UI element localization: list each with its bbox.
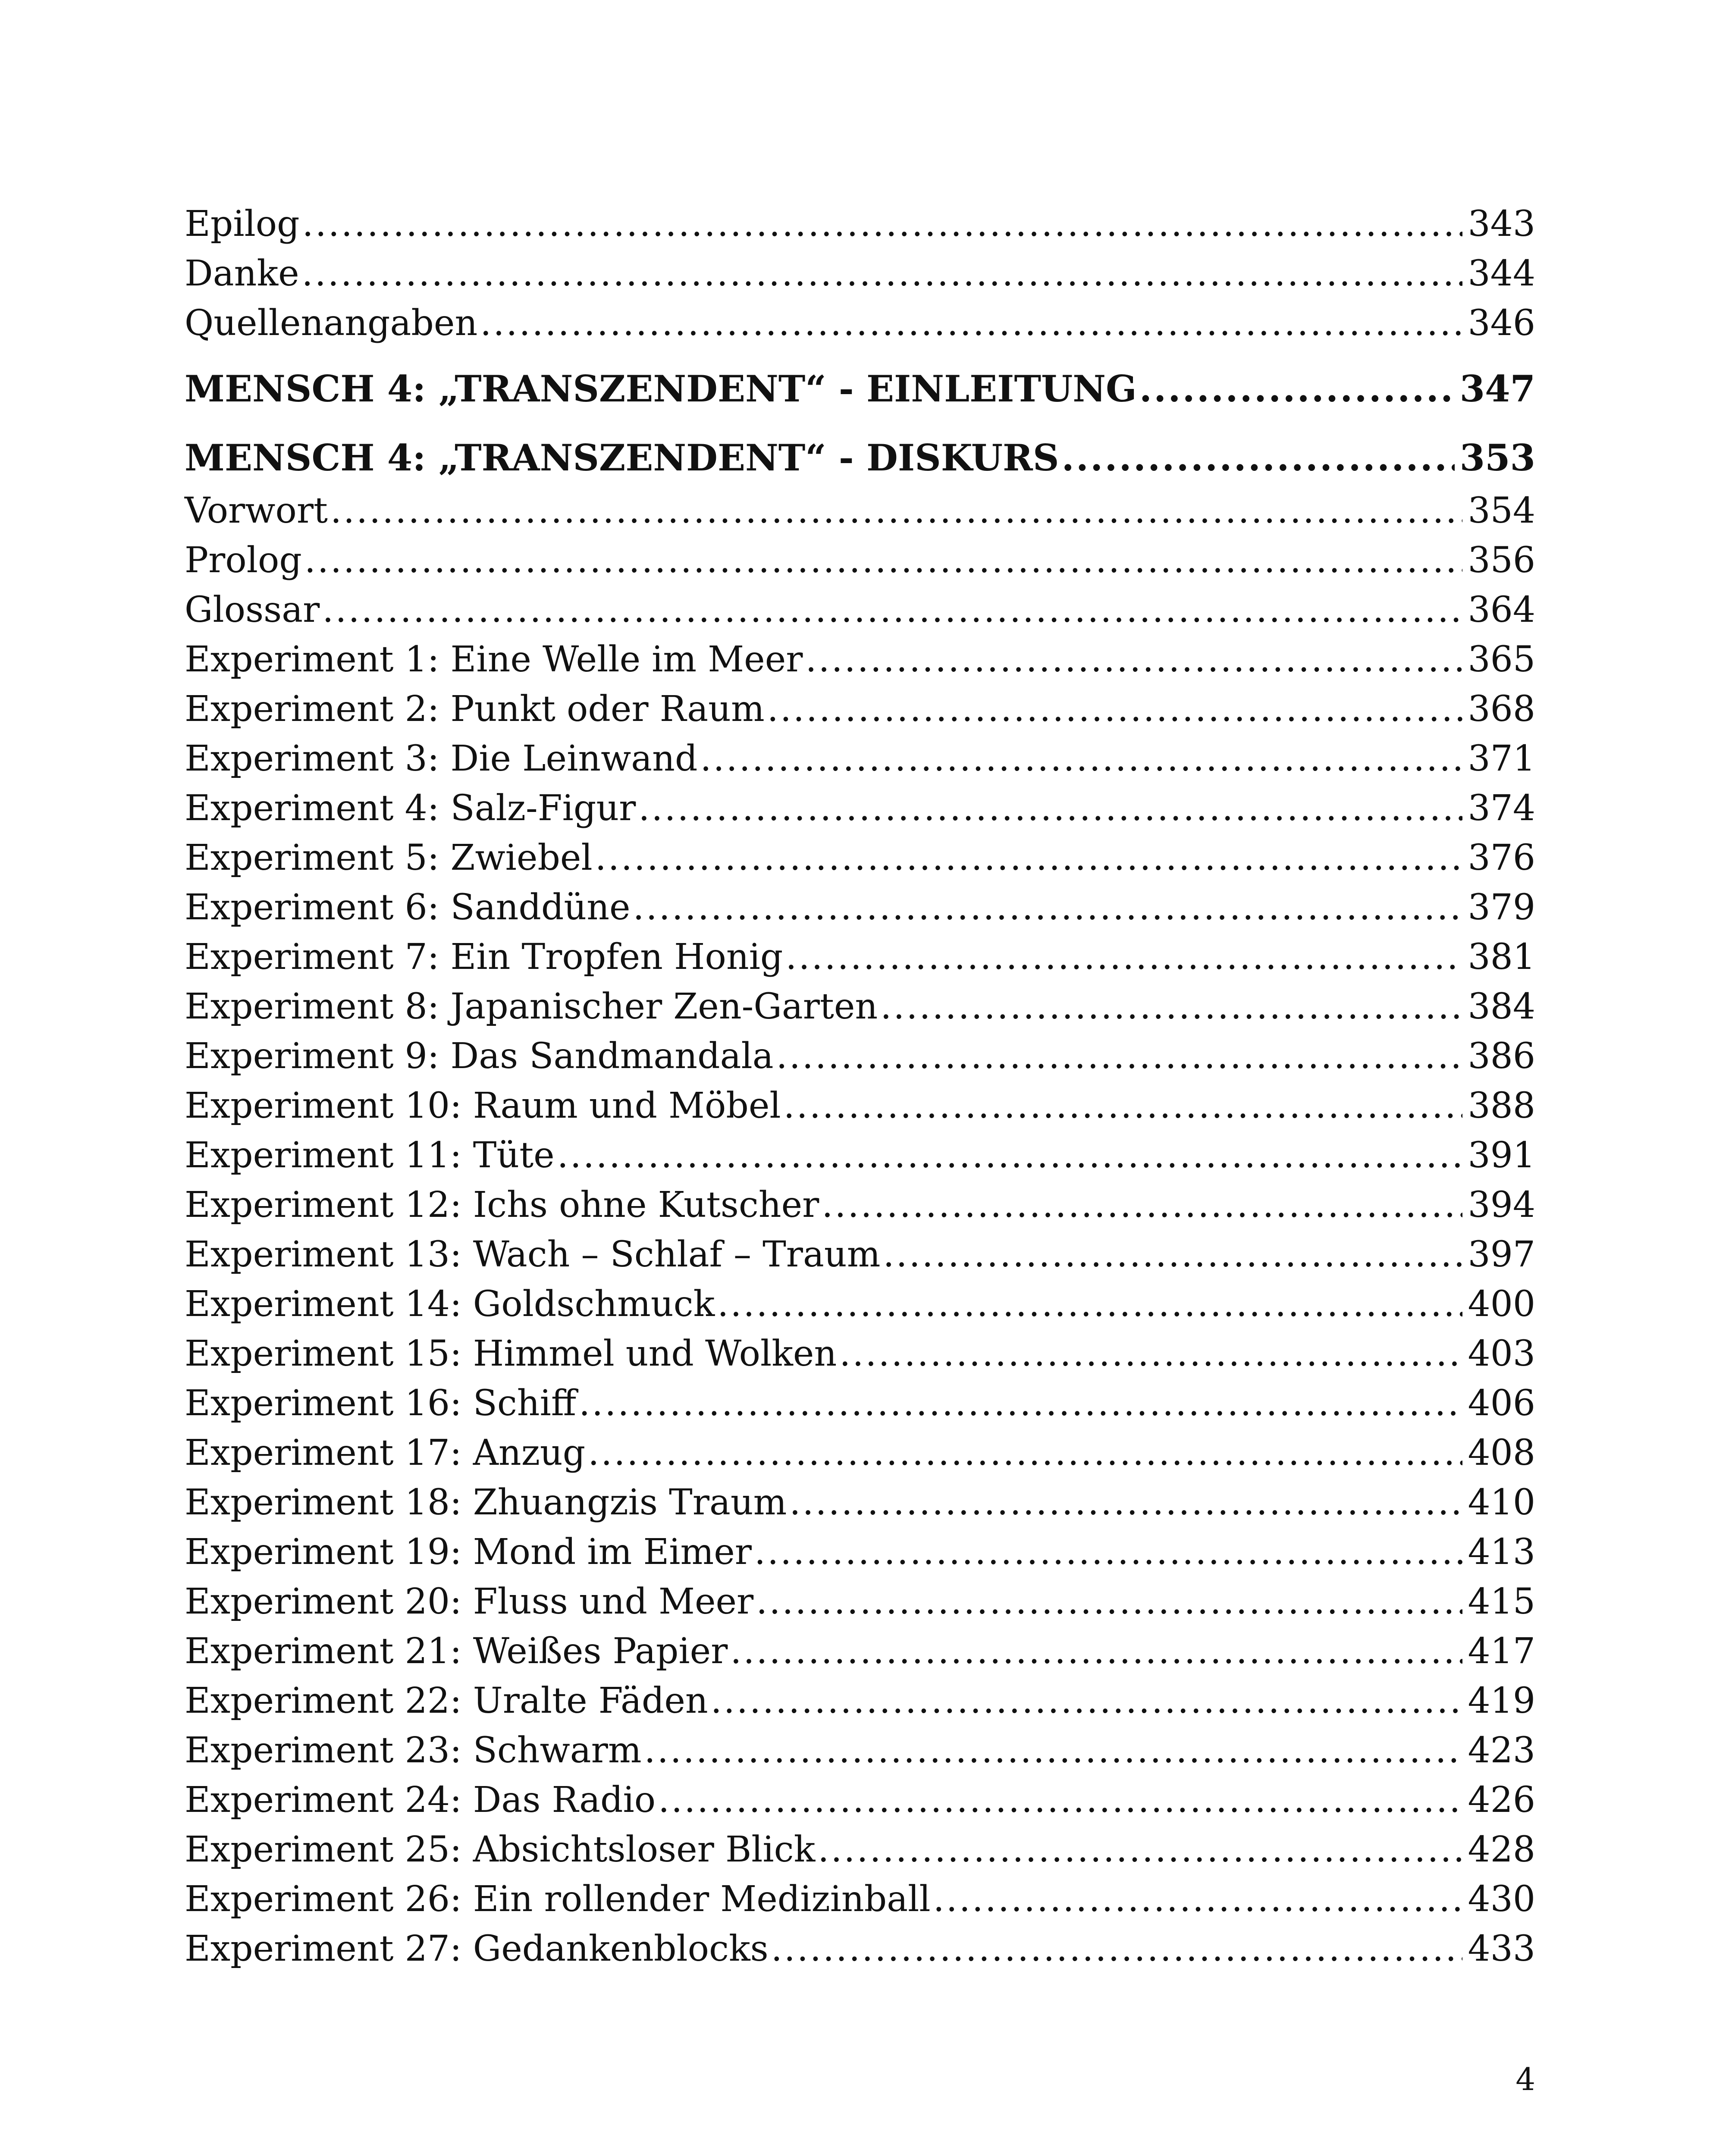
toc-entry-page: 384 [1468, 986, 1535, 1027]
toc-entry-title: Vorwort [185, 490, 328, 531]
toc-entry-title: Glossar [185, 589, 320, 630]
toc-entry-page: 433 [1468, 1928, 1535, 1969]
toc-entry-title: Experiment 10: Raum und Möbel [185, 1085, 781, 1126]
toc-entry-title: Experiment 14: Goldschmuck [185, 1284, 715, 1325]
toc-entry-title: Experiment 5: Zwiebel [185, 837, 593, 878]
toc-group-top [185, 199, 1535, 348]
page-number: 4 [1516, 2061, 1535, 2097]
dot-leader [644, 1726, 1463, 1775]
toc-entry[interactable] [185, 1081, 1535, 1131]
toc-entry-title: Experiment 18: Zhuangzis Traum [185, 1482, 787, 1523]
toc-group-diskurs [185, 486, 1535, 1974]
toc-entry-title: Prolog [185, 540, 302, 581]
dot-leader [633, 883, 1463, 932]
toc-entry-page: 388 [1468, 1085, 1535, 1126]
toc-entry-page: 343 [1468, 204, 1535, 244]
toc-entry[interactable] [185, 734, 1535, 783]
toc-entry-title: Danke [185, 253, 299, 294]
dot-leader [711, 1676, 1463, 1726]
dot-leader [595, 833, 1463, 883]
toc-entry-page: 417 [1468, 1631, 1535, 1672]
dot-leader [880, 982, 1462, 1031]
dot-leader [700, 734, 1462, 783]
toc-entry-page: 428 [1468, 1829, 1535, 1870]
toc-entry[interactable] [185, 883, 1535, 932]
dot-leader [1139, 361, 1455, 417]
toc-entry[interactable] [185, 1031, 1535, 1081]
toc-entry-page: 423 [1468, 1730, 1535, 1771]
toc-entry[interactable] [185, 833, 1535, 883]
toc-entry[interactable] [185, 1874, 1535, 1924]
dot-leader [839, 1329, 1462, 1379]
toc-entry-title: Experiment 25: Absichtsloser Blick [185, 1829, 816, 1870]
dot-leader [883, 1230, 1462, 1279]
dot-leader [933, 1874, 1463, 1924]
toc-entry-title: Experiment 16: Schiff [185, 1383, 577, 1424]
toc-entry-page: 354 [1468, 490, 1535, 531]
toc-entry-title: Experiment 23: Schwarm [185, 1730, 642, 1771]
toc-entry[interactable] [185, 1131, 1535, 1180]
toc-entry[interactable] [185, 536, 1535, 585]
toc-entry[interactable] [185, 1379, 1535, 1428]
toc-entry-page: 397 [1468, 1234, 1535, 1275]
toc-entry[interactable] [185, 486, 1535, 536]
toc-entry-title: Experiment 6: Sanddüne [185, 887, 631, 928]
toc-entry[interactable] [185, 1527, 1535, 1577]
dot-leader [730, 1626, 1462, 1676]
toc-entry-title: Experiment 24: Das Radio [185, 1780, 656, 1821]
table-of-contents [185, 199, 1535, 1974]
toc-entry-page: 394 [1468, 1185, 1535, 1225]
toc-entry-title: Experiment 22: Uralte Fäden [185, 1680, 708, 1721]
toc-entry-title: Experiment 26: Ein rollender Medizinball [185, 1879, 931, 1920]
toc-entry-page: 371 [1468, 738, 1535, 779]
toc-entry-page: 430 [1468, 1879, 1535, 1920]
dot-leader [805, 635, 1462, 684]
dot-leader [638, 783, 1462, 833]
toc-entry[interactable] [185, 1676, 1535, 1726]
dot-leader [785, 932, 1462, 982]
dot-leader [822, 1180, 1462, 1230]
toc-entry[interactable] [185, 982, 1535, 1031]
toc-entry[interactable] [185, 1726, 1535, 1775]
toc-entry-title: Experiment 19: Mond im Eimer [185, 1532, 752, 1573]
toc-entry[interactable] [185, 1924, 1535, 1974]
dot-leader [754, 1527, 1462, 1577]
toc-chapter-einleitung[interactable] [185, 361, 1535, 417]
toc-chapter-diskurs[interactable] [185, 430, 1535, 486]
toc-entry[interactable] [185, 1775, 1535, 1825]
toc-entry[interactable] [185, 1329, 1535, 1379]
toc-entry-title: Experiment 21: Weißes Papier [185, 1631, 728, 1672]
dot-leader [302, 199, 1463, 249]
toc-entry[interactable] [185, 1279, 1535, 1329]
dot-leader [330, 486, 1463, 536]
toc-entry-page: 400 [1468, 1284, 1535, 1325]
toc-entry[interactable] [185, 298, 1535, 348]
toc-entry-title: Experiment 17: Anzug [185, 1432, 586, 1473]
toc-entry-title: Experiment 4: Salz-Figur [185, 788, 636, 829]
dot-leader [1062, 430, 1455, 486]
toc-entry-page: 406 [1468, 1383, 1535, 1424]
toc-entry-page: 403 [1468, 1333, 1535, 1374]
toc-entry-page: 415 [1468, 1581, 1535, 1622]
dot-leader [784, 1081, 1463, 1131]
dot-leader [767, 684, 1463, 734]
toc-entry[interactable] [185, 249, 1535, 298]
toc-entry-title: Experiment 8: Japanischer Zen-Garten [185, 986, 878, 1027]
toc-entry[interactable] [185, 1478, 1535, 1527]
toc-entry[interactable] [185, 1626, 1535, 1676]
toc-entry-page: 365 [1468, 639, 1535, 680]
toc-entry-title: Experiment 9: Das Sandmandala [185, 1036, 774, 1077]
toc-entry-page: 356 [1468, 540, 1535, 581]
toc-entry[interactable] [185, 932, 1535, 982]
toc-entry-title: Experiment 3: Die Leinwand [185, 738, 698, 779]
dot-leader [304, 536, 1463, 585]
toc-entry-page: 376 [1468, 837, 1535, 878]
toc-entry-page: 419 [1468, 1680, 1535, 1721]
toc-entry[interactable] [185, 1825, 1535, 1874]
dot-leader [818, 1825, 1462, 1874]
toc-entry[interactable] [185, 635, 1535, 684]
dot-leader [717, 1279, 1462, 1329]
toc-entry-page: 344 [1468, 253, 1535, 294]
toc-entry-title: Experiment 11: Tüte [185, 1135, 555, 1176]
toc-entry-title: Experiment 12: Ichs ohne Kutscher [185, 1185, 819, 1225]
toc-chapter-title: MENSCH 4: „TRANSZENDENT“ - DISKURS [185, 436, 1059, 479]
toc-entry[interactable] [185, 1577, 1535, 1626]
toc-entry[interactable] [185, 199, 1535, 249]
toc-entry-page: 410 [1468, 1482, 1535, 1523]
dot-leader [658, 1775, 1462, 1825]
dot-leader [771, 1924, 1463, 1974]
toc-entry-title: Epilog [185, 204, 300, 244]
dot-leader [789, 1478, 1462, 1527]
toc-entry[interactable] [185, 1180, 1535, 1230]
toc-chapter-page: 347 [1459, 367, 1535, 410]
toc-entry-title: Experiment 20: Fluss und Meer [185, 1581, 754, 1622]
toc-entry-page: 374 [1468, 788, 1535, 829]
toc-entry-page: 381 [1468, 937, 1535, 978]
toc-entry[interactable] [185, 1428, 1535, 1478]
dot-leader [557, 1131, 1463, 1180]
dot-leader [579, 1379, 1462, 1428]
toc-entry[interactable] [185, 585, 1535, 635]
toc-chapter-page: 353 [1459, 436, 1535, 479]
toc-entry-page: 379 [1468, 887, 1535, 928]
toc-entry-title: Experiment 27: Gedankenblocks [185, 1928, 769, 1969]
toc-entry-page: 386 [1468, 1036, 1535, 1077]
toc-entry[interactable] [185, 783, 1535, 833]
toc-entry-page: 426 [1468, 1780, 1535, 1821]
toc-entry-title: Experiment 13: Wach – Schlaf – Traum [185, 1234, 881, 1275]
toc-entry[interactable] [185, 684, 1535, 734]
toc-entry-page: 364 [1468, 589, 1535, 630]
dot-leader [776, 1031, 1463, 1081]
toc-entry-title: Experiment 15: Himmel und Wolken [185, 1333, 837, 1374]
toc-entry-title: Experiment 2: Punkt oder Raum [185, 689, 765, 730]
toc-entry-page: 346 [1468, 303, 1535, 344]
toc-entry-page: 368 [1468, 689, 1535, 730]
dot-leader [480, 298, 1462, 348]
toc-entry-title: Experiment 7: Ein Tropfen Honig [185, 937, 783, 978]
dot-leader [756, 1577, 1462, 1626]
toc-entry-page: 413 [1468, 1532, 1535, 1573]
toc-entry-title: Quellenangaben [185, 303, 478, 344]
dot-leader [322, 585, 1462, 635]
toc-entry-page: 408 [1468, 1432, 1535, 1473]
toc-entry-title: Experiment 1: Eine Welle im Meer [185, 639, 803, 680]
toc-chapter-title: MENSCH 4: „TRANSZENDENT“ - EINLEITUNG [185, 367, 1137, 410]
dot-leader [588, 1428, 1462, 1478]
toc-entry[interactable] [185, 1230, 1535, 1279]
toc-entry-page: 391 [1468, 1135, 1535, 1176]
dot-leader [302, 249, 1463, 298]
